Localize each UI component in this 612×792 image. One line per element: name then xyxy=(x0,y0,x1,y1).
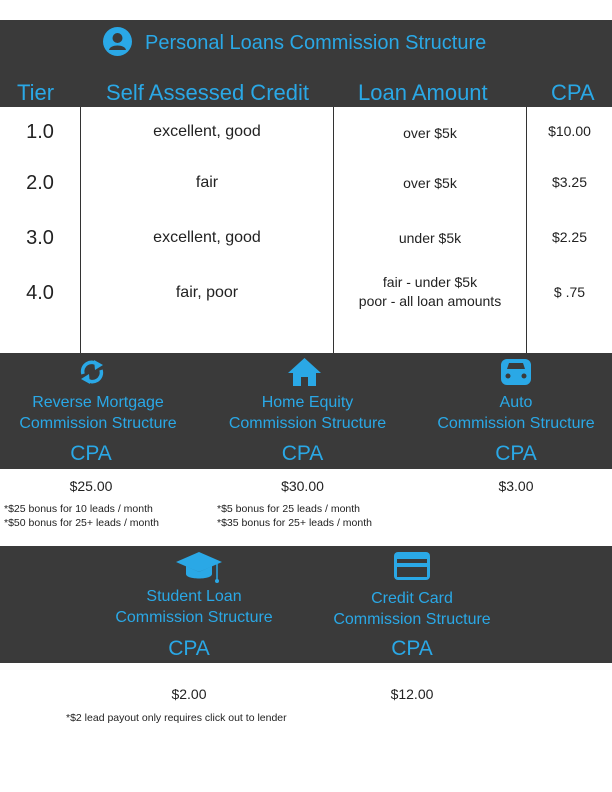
refresh-icon xyxy=(79,357,105,387)
product-title-line2: Commission Structure xyxy=(228,415,387,432)
product-title-line1: Credit Card xyxy=(371,590,453,607)
products-band-2 xyxy=(0,546,612,663)
cpa-label: CPA xyxy=(495,442,537,465)
product-title-line1: Home Equity xyxy=(261,394,354,411)
graduation-cap-icon xyxy=(175,550,223,590)
page-title: Personal Loans Commission Structure xyxy=(145,32,487,54)
cpa-value: $ .75 xyxy=(553,284,586,300)
credit-value: excellent, good xyxy=(153,123,261,140)
cpa-value: $3.25 xyxy=(551,174,588,190)
credit-value: excellent, good xyxy=(153,229,261,246)
product-title-line2: Commission Structure xyxy=(437,415,595,432)
tier-value: 1.0 xyxy=(26,121,54,143)
column-header-loan-amount: Loan Amount xyxy=(358,80,488,105)
payout-note: *$2 lead payout only requires click out to lender xyxy=(66,712,287,724)
product-title-line2: Commission Structure xyxy=(333,611,491,628)
credit-card-icon xyxy=(393,550,431,584)
credit-card-cpa-value: $12.00 xyxy=(390,686,434,702)
tier-value: 3.0 xyxy=(26,227,54,249)
product-title-line2: Commission Structure xyxy=(19,415,177,432)
column-header-cpa: CPA xyxy=(551,80,595,105)
car-icon xyxy=(499,357,533,387)
auto-cpa-value: $3.00 xyxy=(498,478,534,494)
products-band-1 xyxy=(0,353,612,469)
product-title-line2: Commission Structure xyxy=(115,609,273,626)
loan-amount-value: fair - under $5k xyxy=(382,274,478,290)
cpa-label: CPA xyxy=(391,637,433,660)
product-title-line1: Student Loan xyxy=(146,588,242,605)
credit-card-title xyxy=(316,588,508,630)
tier-value: 2.0 xyxy=(26,172,54,194)
student-loan-title xyxy=(96,586,292,628)
student-loan-cpa-value: $2.00 xyxy=(171,686,207,702)
column-header-tier: Tier xyxy=(17,80,55,105)
home-icon xyxy=(287,357,322,387)
cpa-label: CPA xyxy=(168,637,210,660)
tier-value: 4.0 xyxy=(26,282,54,304)
column-header-credit: Self Assessed Credit xyxy=(106,80,309,105)
loan-amount-value: over $5k xyxy=(403,125,457,141)
credit-value: fair xyxy=(195,174,219,191)
loan-amount-value-line2: poor - all loan amounts xyxy=(358,293,502,309)
auto-title xyxy=(420,392,612,434)
product-title-line1: Auto xyxy=(499,394,533,411)
cpa-label: CPA xyxy=(70,442,112,465)
bonus-note: *$5 bonus for 25 leads / month xyxy=(217,503,361,515)
loan-amount-value: over $5k xyxy=(403,175,457,191)
reverse-mortgage-cpa-value: $25.00 xyxy=(69,478,113,494)
credit-value: fair, poor xyxy=(175,284,239,301)
cpa-value: $2.25 xyxy=(551,229,588,245)
home-equity-cpa-value: $30.00 xyxy=(281,478,324,494)
personal-loans-header xyxy=(0,20,612,107)
bonus-note: *$50 bonus for 25+ leads / month xyxy=(4,517,159,529)
bonus-note: *$35 bonus for 25+ leads / month xyxy=(217,517,372,529)
home-equity-title xyxy=(210,392,405,434)
loan-amount-value: under $5k xyxy=(398,230,462,246)
bonus-note: *$25 bonus for 10 leads / month xyxy=(4,503,153,515)
cpa-label: CPA xyxy=(281,442,324,465)
cpa-value: $10.00 xyxy=(548,123,591,139)
product-title-line1: Reverse Mortgage xyxy=(32,394,164,411)
reverse-mortgage-title xyxy=(0,392,196,434)
person-circle-icon xyxy=(103,27,132,56)
